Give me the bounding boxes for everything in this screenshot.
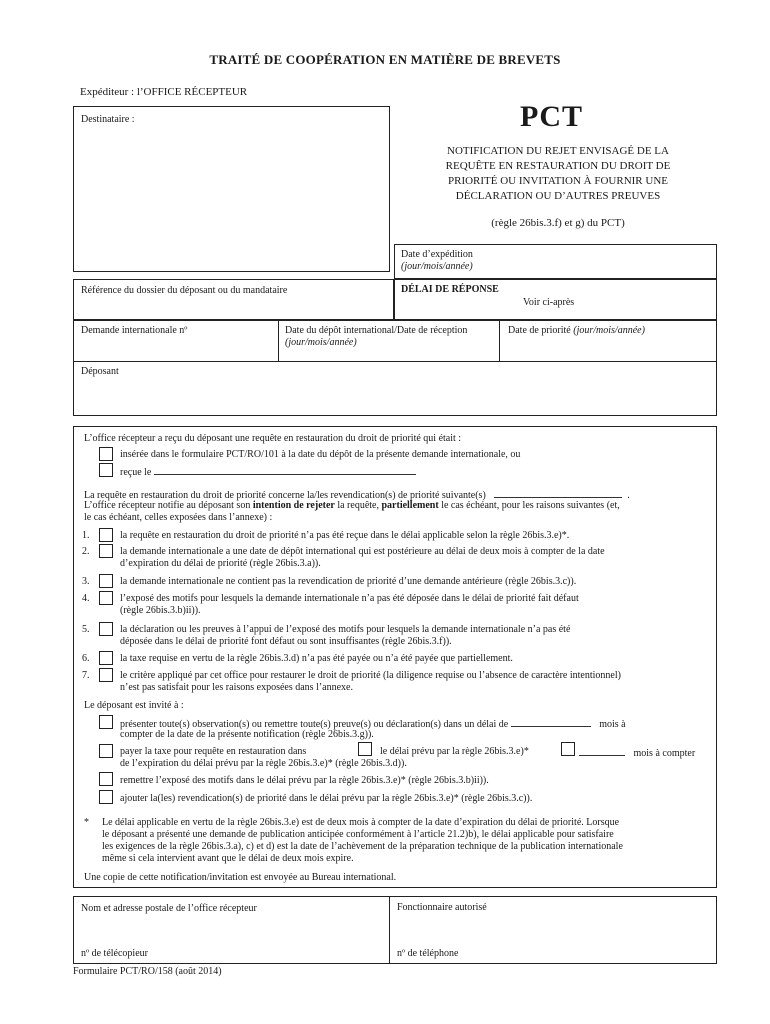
partially-text: partiellement [381,500,439,511]
reason-7-text: le critère appliqué par cet office pour restaurer le droit de priorité (la diligence requise ou l’absence de caractère intentionnel) [120,670,621,681]
received-date-blank[interactable] [154,465,416,475]
authorized-officer-box[interactable] [389,896,717,964]
invite-1-checkbox[interactable] [99,715,113,729]
concerns-row: La requête en restauration du droit de priorité concerne la/les revendication(s) de priorité suivante(s) . [84,490,630,501]
concerns-text: La requête en restauration du droit de priorité concerne la/les revendication(s) de priorité suivante(s) [84,490,486,501]
reason-number: 4. [82,593,90,604]
reason-4-checkbox[interactable] [99,591,113,605]
authorized-officer-label: Fonctionnaire autorisé [397,902,487,913]
invite-2-text-c: mois à compter [633,748,696,759]
intl-filing-date-format: (jour/mois/année) [285,337,357,348]
priority-date-label: Date de priorité [508,325,571,336]
invite-2-checkbox[interactable] [99,744,113,758]
time-limit-label: DÉLAI DE RÉPONSE [401,284,499,295]
sender-line: Expéditeur : l’OFFICE RÉCEPTEUR [80,86,248,98]
priority-date-heading [508,325,645,337]
invite-2-option-a-checkbox[interactable] [358,742,372,756]
reason-2-text-2: d’expiration du délai de priorité (règle 26bis.3.a)). [120,558,321,569]
reason-5-text-2: déposée dans le délai de priorité font défaut ou sont insuffisantes (règle 26bis.3.f)). [120,636,452,647]
intl-filing-date-label: Date du dépôt international/Date de réception [285,325,468,336]
mailing-date-format: (jour/mois/année) [401,261,473,272]
invite-1-text-2: compter de la date de la présente notification (règle 26bis.3.g)). [120,729,374,740]
reason-5-checkbox[interactable] [99,622,113,636]
notification-title [400,144,716,204]
reason-number: 5. [82,624,90,635]
notification-line: DÉCLARATION OU D’AUTRES PREUVES [455,190,661,202]
invite-2-option-b-checkbox[interactable] [561,742,575,756]
file-reference-label: Référence du dossier du déposant ou du mandataire [81,285,288,296]
invite-4-checkbox[interactable] [99,790,113,804]
invite-2-months-row [579,746,695,761]
time-limit-value: Voir ci-après [523,297,575,308]
priority-date-box[interactable] [499,320,717,362]
received-opt2-row [120,465,416,480]
priority-date-format: (jour/mois/année) [573,325,645,336]
invite-2-text-2: de l’expiration du délai prévu par la règle 26bis.3.e)* (règle 26bis.3.d)). [120,758,407,769]
invite-1-text: présenter toute(s) observation(s) ou remettre toute(s) preuve(s) ou déclaration(s) dans un délai de [120,719,509,730]
intl-app-number-box[interactable] [73,320,279,362]
applicant-box[interactable] [73,361,717,416]
pct-heading: PCT [520,100,583,133]
received-opt2-text: reçue le [120,467,152,478]
reason-6-checkbox[interactable] [99,651,113,665]
priority-claims-blank[interactable] [494,488,622,498]
phone-label: nº de téléphone [397,948,459,959]
notification-line: NOTIFICATION DU REJET ENVISAGÉ DE LA [447,145,669,157]
reason-6-text: la taxe requise en vertu de la règle 26bis.3.d) n’a pas été payée ou n’a été payée que partiellement. [120,653,513,664]
reason-7-checkbox[interactable] [99,668,113,682]
notification-line: REQUÊTE EN RESTAURATION DU DROIT DE [445,160,671,172]
notifies-text: L’office récepteur notifie au déposant son [84,500,253,511]
received-opt1-checkbox[interactable] [99,447,113,461]
office-address-label: Nom et adresse postale de l’office récepteur [81,903,257,914]
footnote-star: * [84,817,89,828]
reason-3-text: la demande internationale ne contient pas la revendication de priorité d’une demande antérieure (règle 26bis.3.c)). [120,576,577,587]
notifies-text-3: le cas échéant, pour les raisons suivantes (et, [438,500,620,511]
office-address-box[interactable] [73,896,390,964]
document-title: TRAITÉ DE COOPÉRATION EN MATIÈRE DE BREVETS [209,52,561,67]
footnote-line: les exigences de la règle 26bis.3.a), c) et d) est la date de l’achèvement de la préparation technique de la publication internationale [102,841,623,852]
reason-5-text: la déclaration ou les preuves à l’appui de l’exposé des motifs pour lesquels la demande internationale n’a pas été [120,624,571,635]
reason-2-checkbox[interactable] [99,544,113,558]
mailing-date-label: Date d’expédition [401,249,473,260]
reason-number: 1. [82,530,90,541]
reason-4-text: l’exposé des motifs pour lesquels la demande internationale n’a pas été déposée dans le délai de priorité fait défaut [120,593,579,604]
notification-line: PRIORITÉ OU INVITATION À FOURNIR UNE [447,175,669,187]
reason-1-checkbox[interactable] [99,528,113,542]
reason-number: 6. [82,653,90,664]
addressee-label: Destinataire : [81,114,135,125]
time-limit-box [394,279,717,320]
reason-number: 2. [82,546,90,557]
reason-1-text: la requête en restauration du droit de priorité n’a pas été reçue dans le délai applicable selon la règle 26bis.3.e)*. [120,530,570,541]
reason-number: 7. [82,670,90,681]
received-opt1-text: insérée dans le formulaire PCT/RO/101 à la date du dépôt de la présente demande internationale, ou [120,449,521,460]
received-opt2-checkbox[interactable] [99,463,113,477]
form-identifier: Formulaire PCT/RO/158 (août 2014) [73,966,222,977]
copy-note: Une copie de cette notification/invitation est envoyée au Bureau international. [84,872,397,883]
reason-4-text-2: (règle 26bis.3.b)ii)). [120,605,201,616]
reason-7-text-2: n’est pas satisfait pour les raisons exposées dans l’annexe. [120,682,353,693]
file-reference-box[interactable] [73,279,394,320]
intl-filing-date-box[interactable] [278,320,500,362]
intention-reject-text: intention de rejeter [252,500,335,511]
footnote-line: Le délai applicable en vertu de la règle 26bis.3.e) est de deux mois à compter de la date d’expiration du délai de priorité. Lorsque [102,817,620,828]
invite-3-text: remettre l’exposé des motifs dans le délai prévu par la règle 26bis.3.e)* (règle 26bis.3.b)ii)). [120,775,489,786]
invite-3-checkbox[interactable] [99,772,113,786]
notifies-line2: le cas échéant, celles exposées dans l’annexe) : [84,512,273,523]
invite-2-months-blank[interactable] [579,746,625,756]
invited-label: Le déposant est invité à : [84,700,184,711]
fax-label: nº de télécopieur [81,948,148,959]
footnote-line: le déposant a présenté une demande de publication anticipée conformément à l’article 21.2)b), le délai applicable pour satisfaire [102,829,614,840]
invite-2-text: payer la taxe pour requête en restauration dans [120,746,307,757]
applicant-label: Déposant [81,366,119,377]
reason-2-text: la demande internationale a une date de dépôt international qui est postérieure au délai de deux mois à compter de la date [120,546,605,557]
reason-number: 3. [82,576,90,587]
months-blank[interactable] [511,717,591,727]
addressee-box[interactable] [73,106,390,272]
notifies-text-2: la requête, [334,500,382,511]
mailing-date-box[interactable] [394,244,717,279]
reason-3-checkbox[interactable] [99,574,113,588]
footnote-line: même si cela intervient avant que le délai de deux mois expire. [102,853,354,864]
rule-reference: (règle 26bis.3.f) et g) du PCT) [491,217,625,229]
invite-2-text-b: le délai prévu par la règle 26bis.3.e)* [380,746,529,757]
notifies-line [84,500,708,513]
received-intro: L’office récepteur a reçu du déposant une requête en restauration du droit de priorité qui était : [84,433,462,444]
intl-app-number-label: Demande internationale nº [81,325,188,336]
invite-4-text: ajouter la(les) revendication(s) de priorité dans le délai prévu par la règle 26bis.3.e)* (règle 26bis.3.c)). [120,793,533,804]
invite-1-text-b: mois à [599,719,626,730]
